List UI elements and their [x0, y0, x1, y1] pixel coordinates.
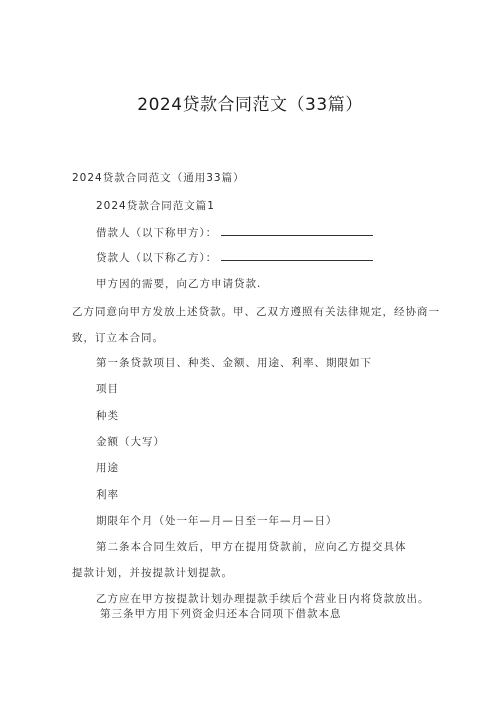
paragraph: 第二条本合同生效后，甲方在提用贷款前，应向乙方提交具体 [96, 541, 407, 553]
paragraph: 甲方因的需要，向乙方申请贷款. [96, 278, 262, 290]
list-item: 种类 [96, 410, 119, 422]
document-title: 2024贷款合同范文（33篇） [137, 95, 363, 115]
borrower-label: 借款人（以下称甲方）： [96, 227, 218, 239]
paragraph: 期限年个月（处一年—月—日至一年—月—日） [96, 515, 338, 527]
lender-line [96, 250, 373, 265]
paragraph: 致，订立本合同。 [72, 332, 164, 344]
paragraph: 第一条贷款项目、种类、金额、用途、利率、期限如下 [96, 357, 372, 369]
borrower-blank-field[interactable] [221, 225, 373, 236]
list-item: 利率 [96, 489, 119, 501]
list-item: 金额（大写） [96, 436, 165, 448]
paragraph: 第三条甲方用下列资金归还本合同项下借款本息 [100, 608, 342, 620]
section-heading: 2024贷款合同范文篇1 [96, 200, 215, 212]
paragraph: 乙方同意向甲方发放上述贷款。甲、乙双方遵照有关法律规定，经协商一 [72, 306, 440, 318]
list-item: 用途 [96, 462, 119, 474]
borrower-line [96, 225, 373, 240]
document-subtitle: 2024贷款合同范文（通用33篇） [72, 172, 245, 184]
lender-blank-field[interactable] [221, 250, 373, 261]
list-item: 项目 [96, 383, 119, 395]
lender-label: 贷款人（以下称乙方）： [96, 252, 218, 264]
paragraph: 提款计划，并按提款计划提款。 [72, 567, 233, 579]
paragraph: 乙方应在甲方按提款计划办理提款手续后个营业日内将贷款放出。 [96, 593, 430, 605]
